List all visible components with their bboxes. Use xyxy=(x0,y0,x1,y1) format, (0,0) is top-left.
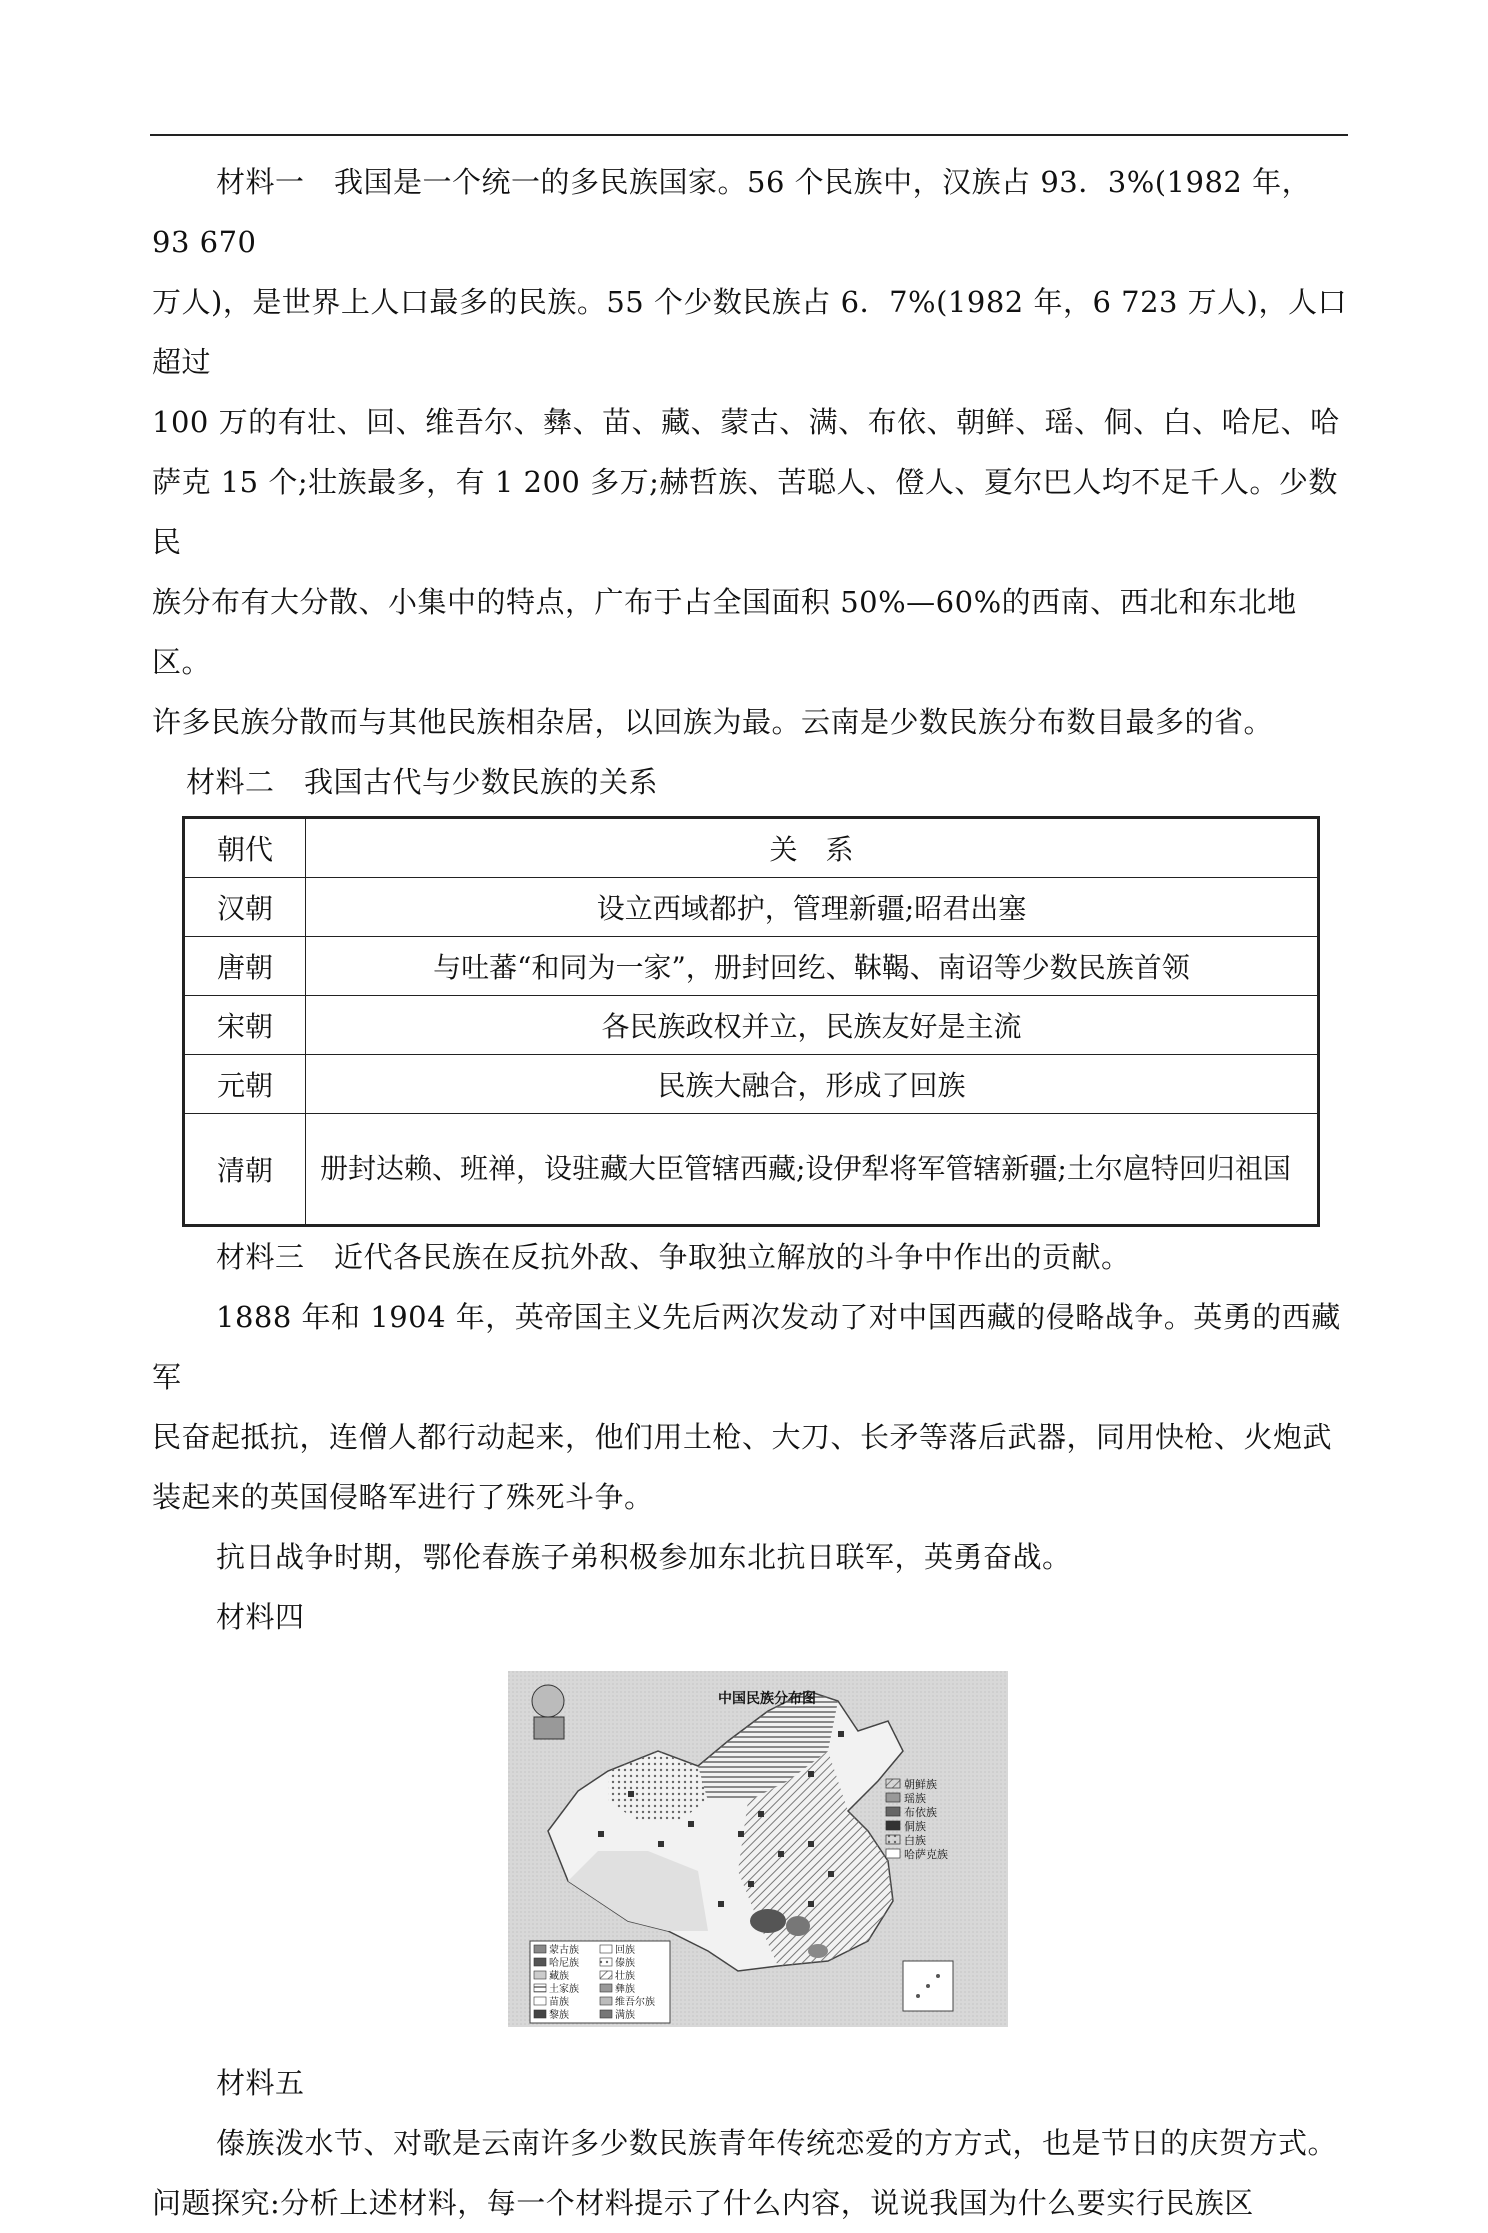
material-1-line: 萨克 15 个;壮族最多，有 1 200 多万;赫哲族、苦聪人、僜人、夏尔巴人均不足千人。少数民 xyxy=(152,465,1338,559)
top-rule xyxy=(150,134,1348,136)
legend-label: 黎族 xyxy=(549,2010,569,2021)
legend-label: 苗族 xyxy=(549,1997,569,2008)
legend-label: 土家族 xyxy=(549,1984,579,1995)
material-3-line: 1888 年和 1904 年，英帝国主义先后两次发动了对中国西藏的侵略战争。英勇的西藏军 xyxy=(152,1300,1341,1394)
legend-label: 侗族 xyxy=(904,1821,926,1833)
legend-label: 哈尼族 xyxy=(549,1958,579,1969)
dynasty-cell: 宋朝 xyxy=(184,996,306,1055)
material-1-line: 100 万的有壮、回、维吾尔、彝、苗、藏、蒙古、满、布依、朝鲜、瑶、侗、白、哈尼、哈 xyxy=(152,405,1340,439)
material-3-line: 民奋起抵抗，连僧人都行动起来，他们用土枪、大刀、长矛等落后武器，同用快枪、火炮武 xyxy=(152,1420,1333,1454)
question-line: 问题探究:分析上述材料，每一个材料提示了什么内容，说说我国为什么要实行民族区 xyxy=(152,2186,1254,2220)
ethnic-distribution-map xyxy=(508,1671,1008,2027)
material-3-line: 装起来的英国侵略军进行了殊死斗争。 xyxy=(152,1480,654,1514)
table-row xyxy=(184,996,1319,1055)
legend-label: 瑶族 xyxy=(904,1793,926,1805)
legend-label: 白族 xyxy=(904,1835,926,1847)
document-body xyxy=(152,152,1348,2233)
legend-label: 哈萨克族 xyxy=(904,1849,948,1861)
table-row xyxy=(184,1055,1319,1114)
material-3-para2: 抗日战争时期，鄂伦春族子弟积极参加东北抗日联军，英勇奋战。 xyxy=(216,1540,1072,1574)
material-1-line: 许多民族分散而与其他民族相杂居，以回族为最。云南是少数民族分布数目最多的省。 xyxy=(152,705,1274,739)
material-1 xyxy=(152,152,1348,752)
material-1-line: 材料一 我国是一个统一的多民族国家。56 个民族中，汉族占 93．3%(1982 年，93 670 xyxy=(152,165,1312,259)
material-5-line: 傣族泼水节、对歌是云南许多少数民族青年传统恋爱的方方式，也是节日的庆贺方式。 xyxy=(216,2126,1338,2160)
legend-label: 彝族 xyxy=(615,1984,635,1995)
material-2-title: 材料二 我国古代与少数民族的关系 xyxy=(186,765,659,799)
table-row xyxy=(184,1114,1319,1226)
material-1-line: 万人)，是世界上人口最多的民族。55 个少数民族占 6．7%(1982 年，6 723 万人)，人口超过 xyxy=(152,285,1347,379)
material-5-title: 材料五 xyxy=(216,2066,305,2100)
header-relation: 关 系 xyxy=(306,818,1319,878)
legend-label: 藏族 xyxy=(549,1971,569,1982)
table-row xyxy=(184,937,1319,996)
header-dynasty: 朝代 xyxy=(184,818,306,878)
legend-label: 壮族 xyxy=(615,1971,635,1982)
legend-label: 满族 xyxy=(615,2010,635,2021)
map-figure xyxy=(508,1671,1008,2027)
legend-label: 回族 xyxy=(615,1945,635,1956)
map-title: 中国民族分布图 xyxy=(718,1690,816,1706)
legend-label: 傣族 xyxy=(615,1958,635,1969)
dynasty-cell: 清朝 xyxy=(184,1114,306,1226)
relation-cell: 设立西域都护，管理新疆;昭君出塞 xyxy=(306,878,1319,937)
legend-label: 朝鲜族 xyxy=(904,1779,937,1791)
relation-cell: 各民族政权并立，民族友好是主流 xyxy=(306,996,1319,1055)
relation-cell: 册封达赖、班禅，设驻藏大臣管辖西藏;设伊犁将军管辖新疆;土尔扈特回归祖国 xyxy=(306,1114,1319,1226)
dynasty-cell: 唐朝 xyxy=(184,937,306,996)
relation-cell: 与吐蕃“和同为一家”，册封回纥、靺鞨、南诏等少数民族首领 xyxy=(306,937,1319,996)
relation-cell: 民族大融合，形成了回族 xyxy=(306,1055,1319,1114)
table-row xyxy=(184,878,1319,937)
legend-label: 蒙古族 xyxy=(549,1945,579,1956)
material-1-line: 族分布有大分散、小集中的特点，广布于占全国面积 50%—60%的西南、西北和东北地区。 xyxy=(152,585,1297,679)
dynasty-cell: 汉朝 xyxy=(184,878,306,937)
material-3-title: 材料三 近代各民族在反抗外敌、争取独立解放的斗争中作出的贡献。 xyxy=(216,1240,1131,1274)
legend-label: 维吾尔族 xyxy=(615,1997,655,2008)
material-4-title: 材料四 xyxy=(216,1600,305,1634)
relations-table xyxy=(182,816,1320,1227)
legend-label: 布依族 xyxy=(904,1807,937,1819)
dynasty-cell: 元朝 xyxy=(184,1055,306,1114)
table-header-row xyxy=(184,818,1319,878)
